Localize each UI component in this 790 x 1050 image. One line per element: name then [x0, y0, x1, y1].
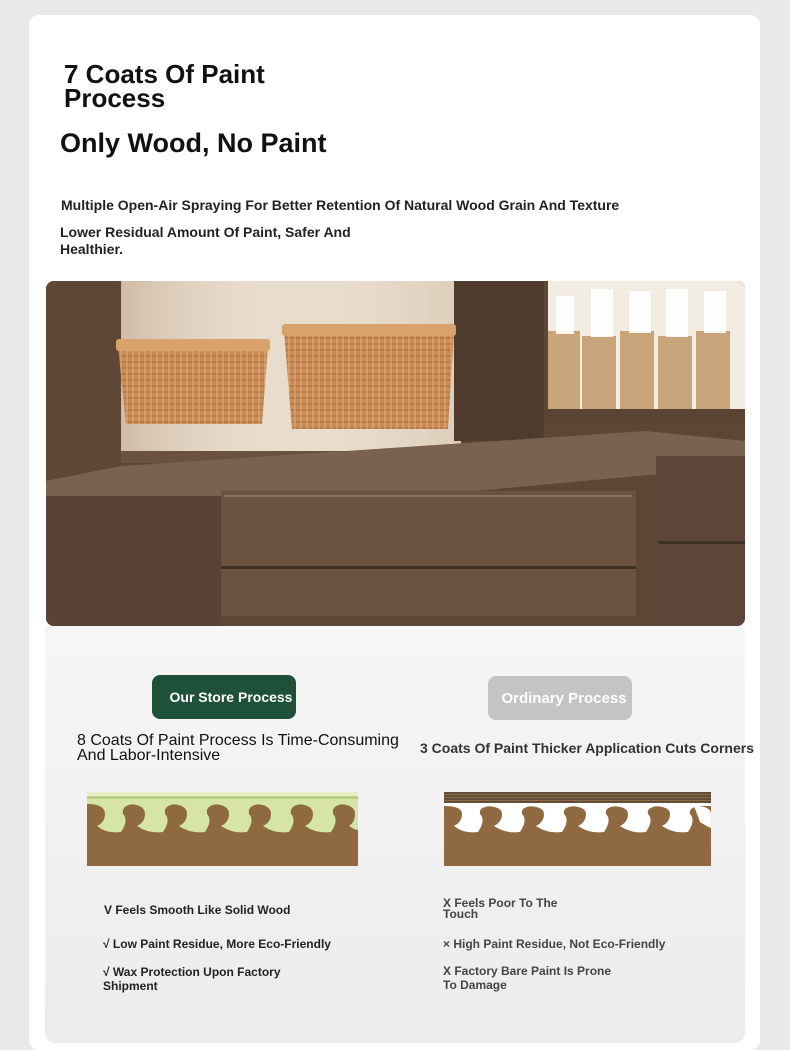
- description-line-1: Multiple Open-Air Spraying For Better Retention Of Natural Wood Grain And Texture: [61, 197, 620, 213]
- ordinary-process-heading: 3 Coats Of Paint Thicker Application Cuts Corners: [420, 740, 754, 756]
- page-subtitle: Only Wood, No Paint: [60, 128, 327, 158]
- our-store-process-button[interactable]: Our Store Process: [152, 675, 296, 719]
- our-feature-2: √ Low Paint Residue, More Eco-Friendly: [103, 937, 331, 951]
- cabinet-photo: [46, 281, 745, 626]
- our-process-heading: 8 Coats Of Paint Process Is Time-Consuming And Labor-Intensive: [77, 732, 399, 764]
- comparison-panel: [45, 626, 754, 1043]
- our-feature-3: √ Wax Protection Upon Factory Shipment: [103, 965, 281, 993]
- our-feature-1: V Feels Smooth Like Solid Wood: [104, 903, 291, 917]
- ordinary-coating-diagram: [444, 792, 711, 866]
- ordinary-feature-3: X Factory Bare Paint Is Prone To Damage: [443, 964, 612, 992]
- ordinary-feature-2: × High Paint Residue, Not Eco-Friendly: [443, 937, 666, 951]
- our-coating-diagram: [87, 792, 358, 866]
- description-line-2: Lower Residual Amount Of Paint, Safer And Healthier.: [60, 224, 351, 257]
- page-title: 7 Coats Of Paint Process: [64, 59, 265, 113]
- ordinary-feature-1: X Feels Poor To The Touch: [443, 896, 558, 921]
- ordinary-process-button[interactable]: Ordinary Process: [488, 676, 632, 720]
